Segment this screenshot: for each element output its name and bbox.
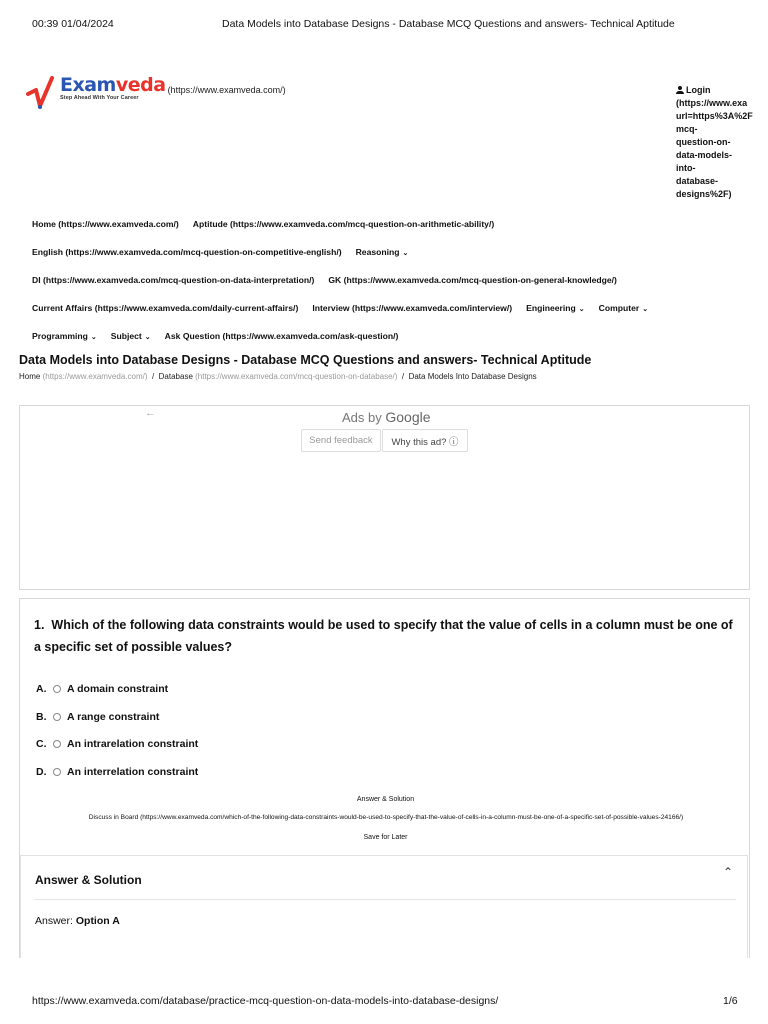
nav-computer[interactable]: Computer ⌄ <box>598 303 649 313</box>
page-title: Data Models into Database Designs - Database MCQ Questions and answers- Technical Aptitude <box>19 353 592 367</box>
logo-wordmark: Examveda <box>60 74 166 96</box>
option-c[interactable]: C. An intrarelation constraint <box>36 738 199 750</box>
user-icon <box>676 86 684 94</box>
breadcrumb <box>19 372 537 381</box>
nav-current-affairs[interactable]: Current Affairs (https://www.examveda.com/daily-current-affairs/) <box>32 303 299 313</box>
nav-english[interactable]: English (https://www.examveda.com/mcq-question-on-competitive-english/) <box>32 247 342 257</box>
nav-subject[interactable]: Subject ⌄ <box>110 331 151 341</box>
why-this-ad-button[interactable]: Why this ad? ⓘ <box>382 429 468 452</box>
solution-title: Answer & Solution <box>35 873 142 887</box>
login-url-line: url=https%3A%2F <box>676 111 753 121</box>
divider <box>34 899 736 900</box>
nav-aptitude[interactable]: Aptitude (https://www.examveda.com/mcq-question-on-arithmetic-ability/) <box>192 219 495 229</box>
logo-url[interactable]: (https://www.examveda.com/) <box>167 85 286 95</box>
print-page-title: Data Models into Database Designs - Database MCQ Questions and answers- Technical Aptitude <box>222 18 675 30</box>
radio-button[interactable] <box>53 740 61 748</box>
answer-solution-panel <box>20 855 748 958</box>
option-d[interactable]: D. An interrelation constraint <box>36 766 199 778</box>
login-label: Login <box>686 85 711 95</box>
login-url-line: (https://www.exa <box>676 98 748 108</box>
nav-ask-question[interactable]: Ask Question (https://www.examveda.com/ask-question/) <box>164 331 399 341</box>
chevron-down-icon: ⌄ <box>402 250 409 257</box>
back-arrow-icon[interactable]: ← <box>145 407 156 419</box>
option-a[interactable]: A. A domain constraint <box>36 683 169 695</box>
print-footer-url: https://www.examveda.com/database/practice-mcq-question-on-data-models-into-database-designs/ <box>32 995 499 1007</box>
save-for-later-link[interactable]: Save for Later <box>363 834 408 841</box>
radio-button[interactable] <box>53 713 61 721</box>
nav-reasoning[interactable]: Reasoning ⌄ <box>355 247 409 257</box>
breadcrumb-separator: / <box>151 372 155 381</box>
nav-gk[interactable]: GK (https://www.examveda.com/mcq-question-on-general-knowledge/) <box>328 275 617 285</box>
option-b[interactable]: B. A range constraint <box>36 711 160 723</box>
login-url-line: into- <box>676 163 696 173</box>
radio-button[interactable] <box>53 768 61 776</box>
breadcrumb-home[interactable]: Home (https://www.examveda.com/) <box>19 372 148 381</box>
send-feedback-button[interactable]: Send feedback <box>301 429 381 452</box>
login-url-line: database- <box>676 176 719 186</box>
login-url-line: question-on- <box>676 137 731 147</box>
chevron-down-icon: ⌄ <box>642 306 649 313</box>
login-url-line: data-models- <box>676 150 733 160</box>
ads-by-google[interactable]: Ads by Google <box>342 409 431 425</box>
login-link[interactable] <box>676 84 768 201</box>
nav-programming[interactable]: Programming ⌄ <box>32 331 97 341</box>
breadcrumb-separator: / <box>401 372 405 381</box>
examveda-logo-icon <box>26 76 56 110</box>
breadcrumb-database[interactable]: Database (https://www.examveda.com/mcq-question-on-database/) <box>158 372 398 381</box>
nav-di[interactable]: DI (https://www.examveda.com/mcq-question-on-data-interpretation/) <box>32 275 315 285</box>
nav-interview[interactable]: Interview (https://www.examveda.com/interview/) <box>312 303 513 313</box>
chevron-down-icon: ⌄ <box>578 306 585 313</box>
login-url-line: designs%2F) <box>676 189 732 199</box>
radio-button[interactable] <box>53 685 61 693</box>
site-logo[interactable] <box>26 76 286 112</box>
print-page-number: 1/6 <box>723 995 738 1007</box>
question-text: 1. Which of the following data constraints would be used to specify that the value of cells in a column must be one of a specific set of possible values? <box>34 618 733 654</box>
main-nav <box>32 210 752 350</box>
answer-text: Answer: Option A <box>35 915 120 927</box>
login-url-line: mcq- <box>676 124 698 134</box>
chevron-down-icon: ⌄ <box>90 334 97 341</box>
discuss-in-board-link[interactable]: Discuss in Board (https://www.examveda.com/which-of-the-following-data-constraints-would-be-used-to-specify-that-the-value-of-cells-in-a-column-must-be-one-of-a-specific-set-of-possible-values-24166/) <box>88 814 684 821</box>
chevron-down-icon: ⌄ <box>144 334 151 341</box>
ad-container <box>19 405 750 590</box>
chevron-up-icon[interactable]: ⌃ <box>722 865 733 879</box>
answer-solution-link[interactable]: Answer & Solution <box>356 796 415 803</box>
nav-engineering[interactable]: Engineering ⌄ <box>526 303 585 313</box>
print-timestamp: 00:39 01/04/2024 <box>32 18 114 30</box>
nav-home[interactable]: Home (https://www.examveda.com/) <box>32 219 179 229</box>
breadcrumb-current: Data Models Into Database Designs <box>408 372 537 381</box>
logo-tagline: Step Ahead With Your Career <box>60 95 139 101</box>
